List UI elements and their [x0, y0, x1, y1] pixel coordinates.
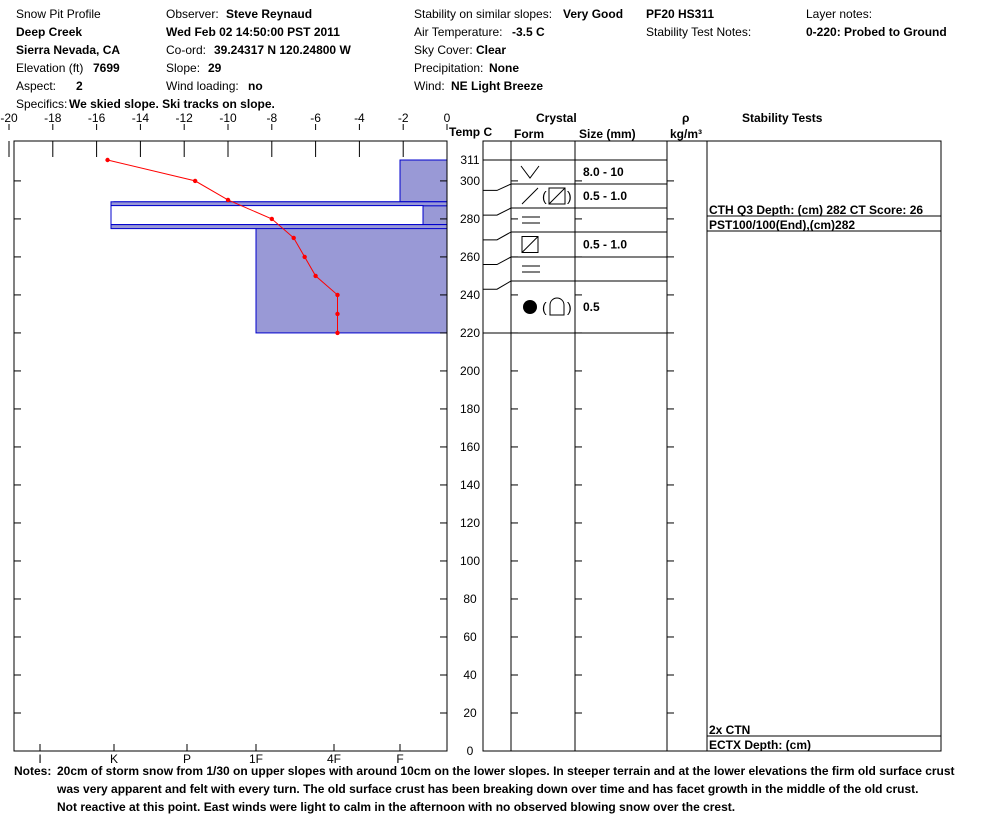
- temp-column-header: Temp C: [449, 125, 493, 139]
- height-tick-label: 280: [459, 211, 481, 226]
- temperature-point: [105, 158, 109, 162]
- height-tick-label: 200: [459, 363, 481, 378]
- height-tick-label: 240: [459, 287, 481, 302]
- temp-tick-label: -6: [310, 111, 321, 125]
- stability-value: Very Good: [563, 7, 624, 21]
- crystal-column-header: Crystal: [536, 111, 577, 125]
- specifics-label: Specifics:: [16, 97, 68, 111]
- temp-tick-label: -8: [266, 111, 278, 125]
- decomposing-icon: [522, 188, 538, 204]
- hardness-layer: [400, 160, 447, 202]
- crust-gap: [111, 206, 423, 225]
- observation-date: Wed Feb 02 14:50:00 PST 2011: [166, 25, 340, 39]
- hardness-tick-label: P: [182, 752, 192, 766]
- height-tick-label: 20: [463, 705, 477, 720]
- height-tick-label: 40: [463, 667, 477, 682]
- air-temp-value: -3.5 C: [512, 25, 545, 39]
- stability-label: Stability on similar slopes:: [414, 7, 553, 21]
- stability-test-2: PST100/100(End),(cm)282: [709, 218, 856, 232]
- location-name: Deep Creek: [16, 25, 83, 39]
- layer-connector: [483, 281, 511, 289]
- size-column-header: Size (mm): [579, 127, 636, 141]
- sky-label: Sky Cover:: [414, 43, 473, 57]
- height-tick-label: 0: [466, 744, 474, 758]
- profile-title: Snow Pit Profile: [16, 7, 101, 21]
- wind-value: NE Light Breeze: [451, 79, 544, 93]
- coord-value: 39.24317 N 120.24800 W: [214, 43, 351, 57]
- hardness-tick-label: F: [396, 752, 404, 766]
- height-tick-label: 60: [463, 629, 477, 644]
- stability-test-1: CTH Q3 Depth: (cm) 282 CT Score: 26: [709, 203, 924, 217]
- temp-tick-label: 0: [443, 111, 451, 125]
- temperature-point: [292, 236, 296, 240]
- height-tick-label: 80: [463, 591, 477, 606]
- specifics-value: We skied slope. Ski tracks on slope.: [69, 97, 275, 111]
- crystal-size-label: 0.5: [583, 300, 600, 314]
- hardness-tick-label: K: [109, 752, 119, 766]
- temperature-point: [313, 274, 317, 278]
- height-tick-label: 140: [459, 477, 481, 492]
- temp-tick-label: -20: [0, 111, 18, 125]
- height-tick-label: 300: [459, 173, 481, 188]
- stability-test-3: 2x CTN: [709, 723, 751, 737]
- height-tick-label: 160: [459, 439, 481, 454]
- air-temp-label: Air Temperature:: [414, 25, 503, 39]
- elevation-value: 7699: [93, 61, 120, 75]
- temp-tick-label: -2: [397, 111, 409, 125]
- hardness-layer: [256, 228, 447, 333]
- layer-connector: [483, 208, 511, 215]
- temp-tick-label: -16: [87, 111, 106, 125]
- elevation-label: Elevation (ft): [16, 61, 84, 75]
- notes-label: Notes:: [14, 764, 52, 778]
- height-tick-label: 220: [459, 325, 481, 340]
- temperature-point: [335, 331, 339, 335]
- height-tick-label: 120: [459, 515, 481, 530]
- paren-icon: ): [567, 188, 572, 204]
- melt-form-icon: [523, 300, 537, 314]
- temp-tick-label: -12: [175, 111, 193, 125]
- temp-tick-label: -4: [354, 111, 365, 125]
- density-symbol: ρ: [682, 111, 690, 125]
- paren-icon: (: [542, 188, 547, 204]
- height-tick-label: 180: [459, 401, 481, 416]
- hardness-tick-label: 4F: [326, 752, 342, 766]
- observer-value: Steve Reynaud: [226, 7, 313, 21]
- wind-loading-value: no: [248, 79, 263, 93]
- stability-tests-header: Stability Tests: [742, 111, 823, 125]
- temp-tick-label: -14: [131, 111, 150, 125]
- crystal-size-label: 0.5 - 1.0: [583, 189, 628, 203]
- wind-loading-label: Wind loading:: [166, 79, 239, 93]
- stability-test-4: ECTX Depth: (cm): [709, 738, 811, 752]
- faceted-crystal-icon: [522, 237, 538, 253]
- crystal-size-label: 0.5 - 1.0: [583, 237, 628, 252]
- hardness-tick-label: 1F: [248, 752, 264, 766]
- slope-value: 29: [208, 61, 222, 75]
- aspect-label: Aspect:: [16, 79, 57, 93]
- paren-icon: ): [567, 299, 572, 315]
- notes-line-2: was very apparent and felt with every turn. The old surface crust has been breaking down over time and has facet growth in the middle of the old crust.: [57, 782, 919, 796]
- precip-value: None: [489, 61, 519, 75]
- height-tick-label: 100: [459, 553, 481, 568]
- region: Sierra Nevada, CA: [16, 43, 121, 57]
- height-tick-label: 311: [460, 153, 480, 167]
- density-unit: kg/m³: [670, 127, 703, 141]
- layer-notes-label: Layer notes:: [806, 7, 873, 21]
- wind-label: Wind:: [414, 79, 445, 93]
- temperature-point: [335, 293, 339, 297]
- sky-value: Clear: [476, 43, 507, 57]
- hardness-tick-label: I: [38, 752, 42, 766]
- layer-note: 0-220: Probed to Ground: [806, 25, 947, 39]
- temp-tick-label: -10: [219, 111, 237, 125]
- pf-hs: PF20 HS311: [646, 7, 715, 21]
- layer-connector: [483, 232, 511, 240]
- faceted-crystal-icon: [549, 188, 565, 204]
- height-tick-label: 260: [459, 249, 481, 264]
- crystal-size-label: 8.0 - 10: [583, 165, 624, 179]
- depth-hoar-icon: [550, 298, 564, 315]
- slope-label: Slope:: [166, 61, 201, 75]
- layer-connector: [483, 184, 511, 190]
- stability-test-notes-label: Stability Test Notes:: [646, 25, 752, 39]
- form-column-header: Form: [514, 127, 544, 141]
- temperature-point: [335, 312, 339, 316]
- temp-tick-label: -18: [44, 111, 62, 125]
- notes-line-1: 20cm of storm snow from 1/30 on upper slopes with around 10cm on the lower slopes. In steeper terrain and at the lower elevations the firm old surface crust: [57, 764, 955, 778]
- temperature-point: [193, 179, 197, 183]
- observer-label: Observer:: [166, 7, 219, 21]
- notes-line-3: Not reactive at this point. East winds were light to calm in the afternoon with no observed blowing snow over the crest.: [57, 800, 736, 814]
- precip-label: Precipitation:: [414, 61, 484, 75]
- coord-label: Co-ord:: [166, 43, 207, 57]
- surface-hoar-icon: [521, 166, 539, 178]
- temperature-point: [226, 198, 230, 202]
- temperature-point: [302, 255, 306, 259]
- layer-connector: [483, 257, 511, 265]
- temperature-point: [270, 217, 274, 221]
- aspect-value: 2: [76, 79, 83, 93]
- paren-icon: (: [542, 299, 547, 315]
